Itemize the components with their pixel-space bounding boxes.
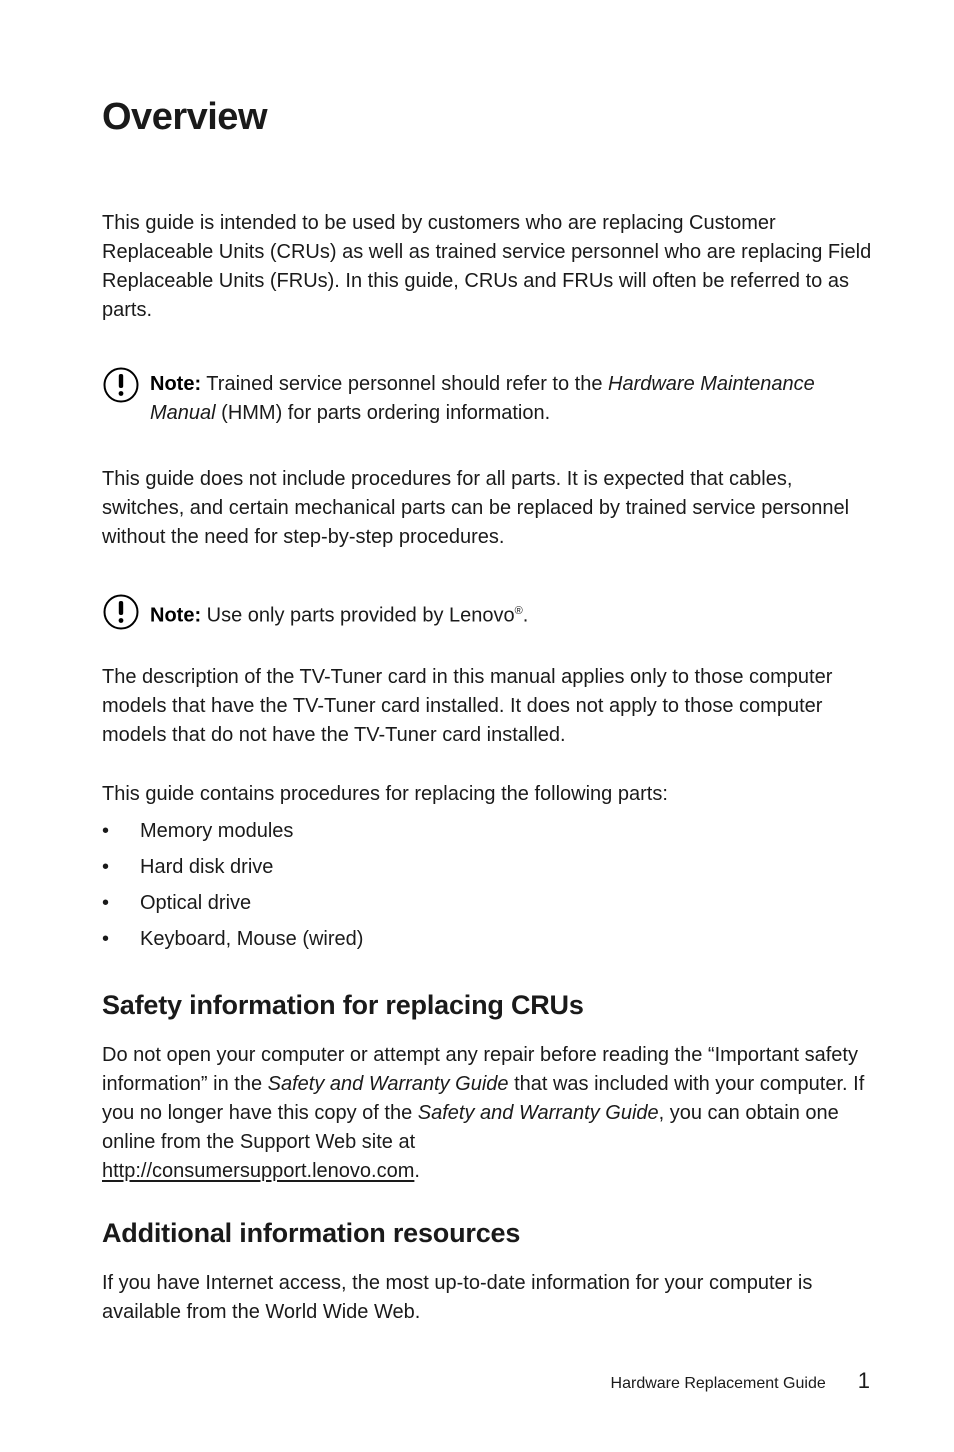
- note-lenovo-parts: [102, 597, 877, 631]
- tv-tuner-paragraph: The description of the TV-Tuner card in this manual applies only to those computer models that have the TV-Tuner card installed. It does not apply to those computer models that do not have the TV-Tuner card installed.: [102, 666, 833, 746]
- manual-title: Hardware Maintenance Manual: [150, 373, 815, 424]
- list-item: • Hard disk drive: [102, 856, 274, 878]
- list-item: • Optical drive: [102, 892, 252, 914]
- list-item: • Keyboard, Mouse (wired): [102, 928, 364, 950]
- safety-heading: Safety information for replacing CRUs: [102, 990, 584, 1020]
- page-title: Overview: [102, 96, 267, 138]
- intro-paragraph: This guide is intended to be used by customers who are replacing Customer Replaceable Units (CRUs) as well as trained service personnel who are replacing Field Replaceable Units (FRUs). In this guide, CRUs and FRUs will often be referred to as parts.: [102, 212, 872, 321]
- list-item: • Memory modules: [102, 820, 294, 842]
- parts-scope-paragraph: This guide does not include procedures for all parts. It is expected that cables, switches, and certain mechanical parts can be replaced by trained service personnel without the need for step-by-step procedures.: [102, 468, 850, 548]
- list-item-text: Keyboard, Mouse (wired): [140, 928, 364, 950]
- safety-paragraph: [102, 1041, 877, 1186]
- safety-text: Do not open your computer or attempt any repair before reading the “Important safety information” in the: [102, 1044, 858, 1095]
- guide-title: Safety and Warranty Guide: [417, 1102, 659, 1124]
- parts-list-intro: This guide contains procedures for replacing the following parts:: [102, 783, 668, 805]
- footer-guide-title: Hardware Replacement Guide: [610, 1375, 826, 1392]
- page-footer: [611, 1368, 870, 1394]
- registered-mark: ®: [514, 605, 523, 617]
- note-label: Note:: [150, 604, 202, 627]
- additional-paragraph: If you have Internet access, the most up-to-date information for your computer is available from the World Wide Web.: [102, 1272, 813, 1323]
- safety-text-end: .: [414, 1160, 420, 1182]
- note-hmm-text: [150, 370, 877, 428]
- note-label: Note:: [150, 373, 202, 395]
- parts-list: [102, 815, 363, 959]
- list-item-text: Optical drive: [140, 892, 252, 914]
- note-hmm: [102, 370, 877, 428]
- page-number: 1: [857, 1368, 870, 1393]
- list-item-text: Memory modules: [140, 820, 294, 842]
- guide-title: Safety and Warranty Guide: [267, 1073, 509, 1095]
- safety-text: , you can obtain one online from the Support Web site at: [102, 1102, 839, 1153]
- note-text-end: .: [522, 604, 529, 627]
- note-text-end: (HMM) for parts ordering information.: [215, 402, 551, 424]
- additional-heading: Additional information resources: [102, 1218, 521, 1248]
- note-lenovo-text: [150, 597, 877, 631]
- safety-text: that was included with your computer. If you no longer have this copy of the: [102, 1073, 865, 1124]
- exclamation-icon: [102, 593, 140, 631]
- support-link[interactable]: http://consumersupport.lenovo.com: [102, 1160, 415, 1182]
- list-item-text: Hard disk drive: [140, 856, 274, 878]
- note-text: Use only parts provided by Lenovo: [201, 604, 515, 627]
- note-text: Trained service personnel should refer to the: [201, 373, 609, 395]
- exclamation-icon: [102, 366, 140, 404]
